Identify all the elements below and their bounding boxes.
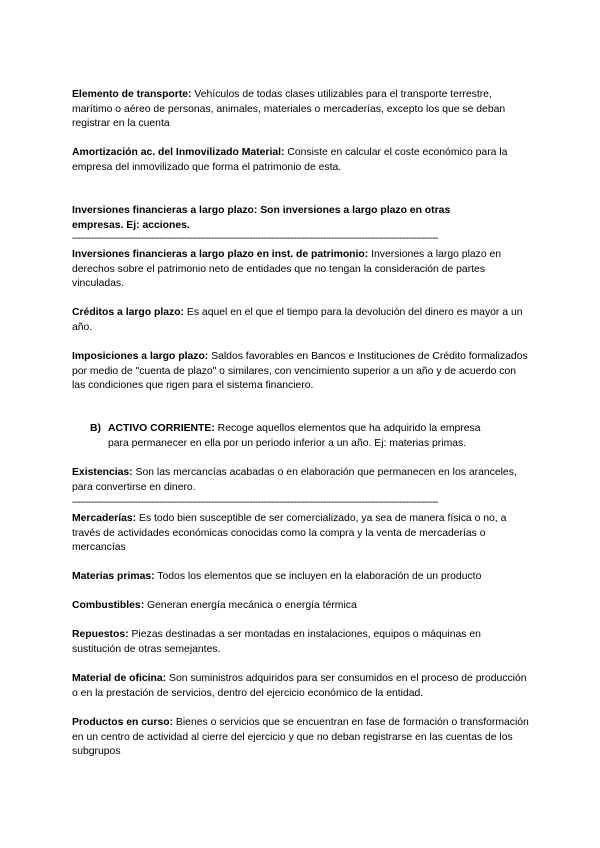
entry-inversiones-lp [72,204,492,233]
entry-productos-curso [72,716,532,760]
entry-elemento-transporte [72,88,532,132]
entry-term: Imposiciones a largo plazo: [72,351,209,362]
entry-inversiones-patrimonio [72,248,532,292]
entry-repuestos [72,628,532,657]
section-text-line2: para permanecer en ella por un periodo inferior a un año. Ej: materias primas. [108,437,467,449]
entry-text: Es todo bien susceptible de ser comercializado, ya sea de manera física o no, a través de actividades económicas conocidas como la compra y la venta de mercaderías o mercancías [72,513,507,554]
separator-line: -------------------------------------------------------------------------------------------------------------------------------------- [72,500,438,506]
entry-text: Son las mercancías acabadas o en elaboración que permanecen en los aranceles, para convertirse en dinero. [72,467,517,493]
entry-combustibles [72,599,532,614]
entry-text: Son suministros adquiridos para ser consumidos en el proceso de producción o en la prestación de servicios, dentro del ejercicio económico de la entidad. [72,673,527,699]
entry-mercaderias [72,512,532,556]
section-marker: B) [90,423,101,434]
entry-text: Consiste en calcular el coste económico para la empresa del inmovilizado que forma el patrimonio de esta. [72,147,508,173]
entry-text: Todos los elementos que se incluyen en la elaboración de un producto [154,571,482,582]
entry-term: Inversiones financieras a largo plazo en inst. de patrimonio: [72,249,369,260]
entry-text: Es aquel en el que el tiempo para la devolución del dinero es mayor a un año. [72,307,523,333]
entry-term: Materias primas: [72,571,155,582]
section-activo-corriente [90,422,535,451]
separator-line: -------------------------------------------------------------------------------------------------------------------------------------- [72,236,438,242]
entry-text: Piezas destinadas a ser montadas en instalaciones, equipos o máquinas en sustitución de otras semejantes. [72,629,481,655]
entry-term: Inversiones financieras a largo plazo: Son inversiones a largo plazo en otras empresas. Ej: acciones. [72,205,451,231]
entry-text: Generan energía mecánica o energía térmica [144,600,357,611]
entry-text: Bienes o servicios que se encuentran en fase de formación o transformación en un centro de actividad al cierre del ejercicio y que no deban registrarse en las cuentas de los subgrupos [72,717,529,758]
entry-term: Combustibles: [72,600,145,611]
entry-term: Productos en curso: [72,717,174,728]
entry-term: Mercaderías: [72,513,137,524]
entry-term: Créditos a largo plazo: [72,307,185,318]
entry-creditos-lp [72,306,532,335]
entry-term: Elemento de transporte: [72,89,192,100]
entry-text: Saldos favorables en Bancos e Instituciones de Crédito formalizados por medio de "cuenta de plazo" o similares, con vencimiento superior a un año y de acuerdo con las condiciones que rigen para el sistema financiero. [72,351,528,392]
entry-text: Vehículos de todas clases utilizables para el transporte terrestre, marítimo o aéreo de personas, animales, materiales o mercaderías, excepto los que se deban registrar en la cuenta [72,89,506,130]
entry-text: Inversiones a largo plazo en derechos sobre el patrimonio neto de entidades que no tengan la consideración de partes vinculadas. [72,249,502,290]
entry-material-oficina [72,672,532,701]
entry-existencias [72,466,532,495]
section-text-line1: Recoge aquellos elementos que ha adquirido la empresa [214,423,481,434]
entry-term: Amortización ac. del Inmovilizado Material: [72,147,285,158]
entry-amortizacion [72,146,532,175]
entry-imposiciones-lp [72,350,532,394]
entry-term: Existencias: [72,467,133,478]
entry-term: Material de oficina: [72,673,167,684]
entry-term: Repuestos: [72,629,129,640]
entry-materias-primas [72,570,532,585]
section-term: ACTIVO CORRIENTE: [108,423,215,434]
